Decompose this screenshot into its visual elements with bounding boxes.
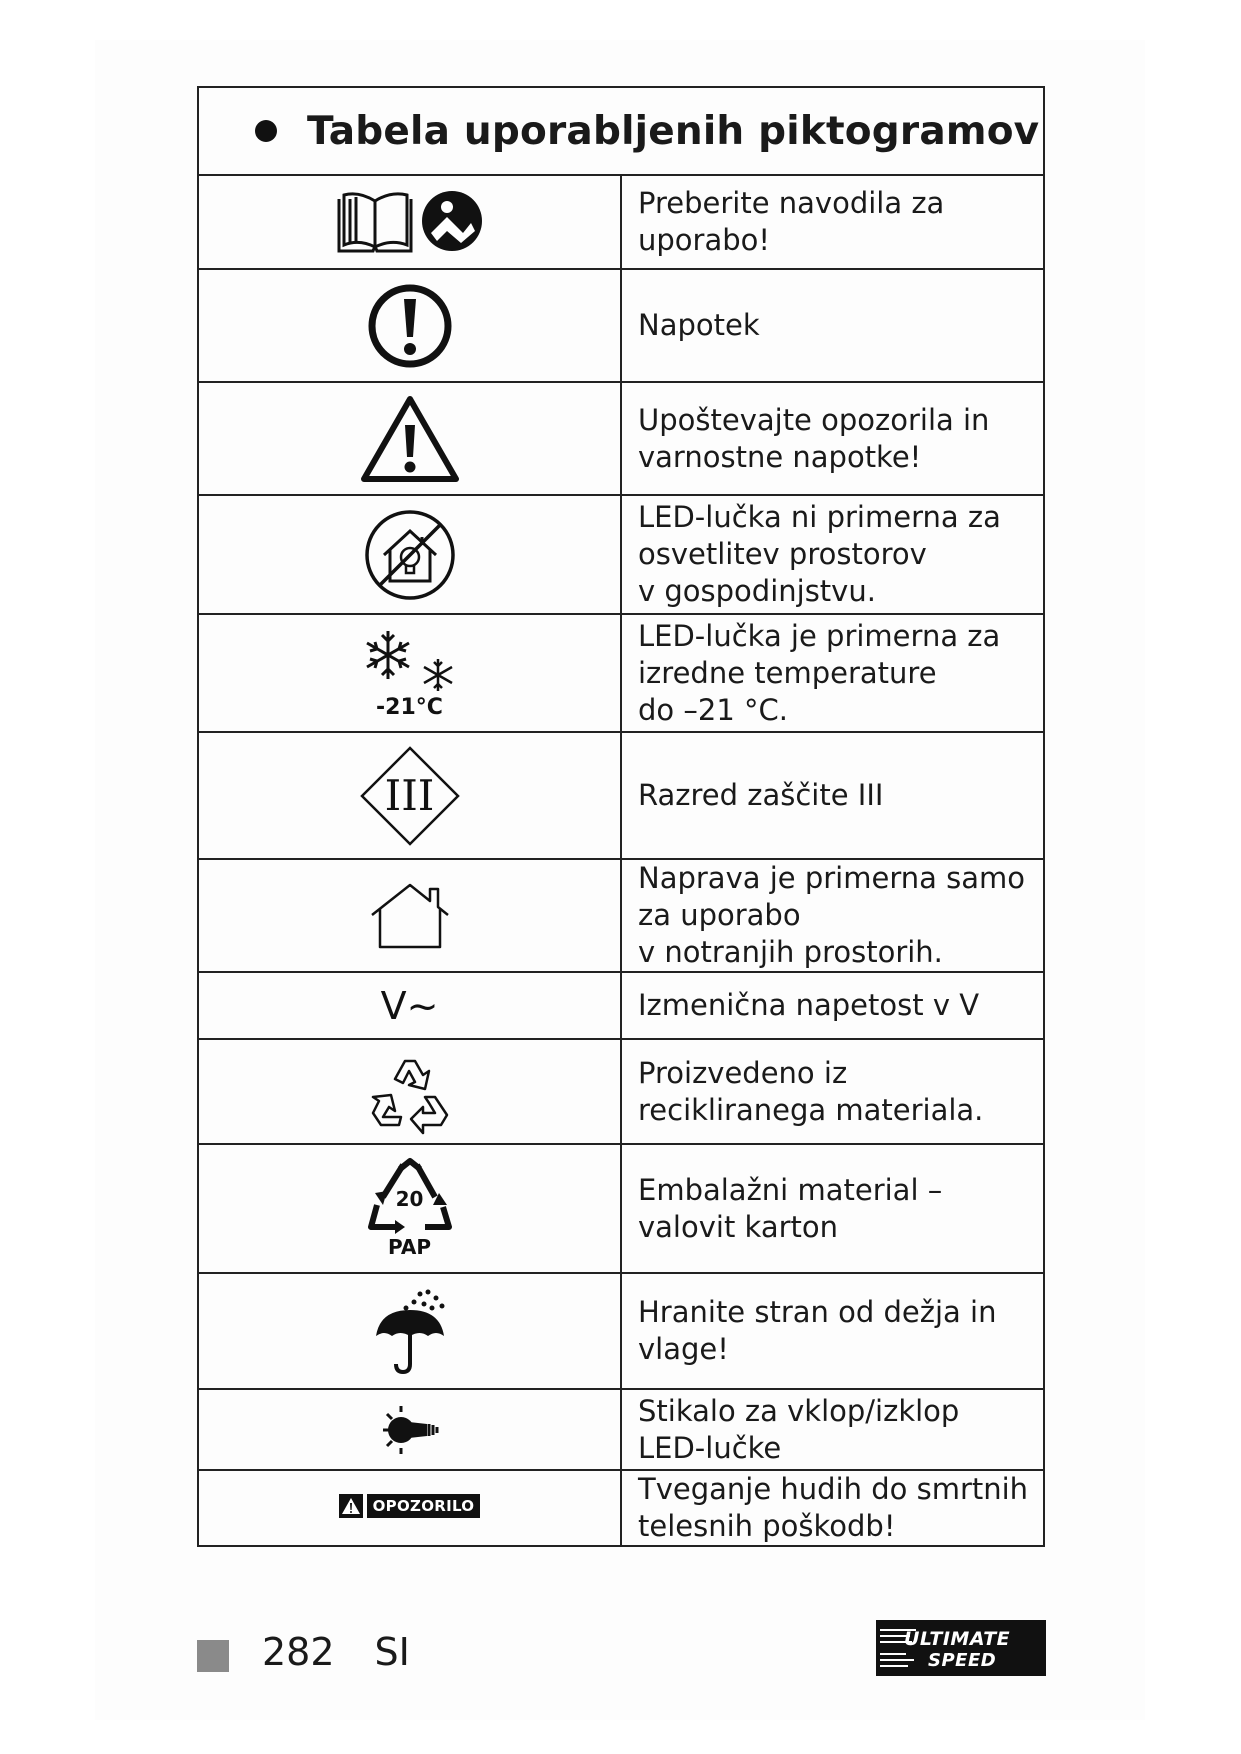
row-text: Preberite navodila za uporabo! [638, 186, 945, 257]
snowflake-icon [360, 625, 460, 695]
table-row [198, 1144, 1044, 1273]
title-text: Tabela uporabljenih piktogramov [307, 108, 1040, 154]
table-row [198, 1389, 1044, 1470]
page-language: SI [374, 1630, 410, 1674]
row-text: Embalažni material – valovit karton [638, 1172, 943, 1244]
warning-triangle-small-icon [339, 1494, 363, 1518]
row-text: Stikalo za vklop/izklop LED-lučke [638, 1393, 960, 1465]
led-bulb-switch-icon [375, 1402, 445, 1458]
row-text: Upoštevajte opozorila in varnostne napotke! [638, 402, 990, 474]
temperature-label: -21°C [376, 695, 443, 720]
no-household-lighting-icon [362, 507, 458, 603]
ac-voltage-icon: V~ [380, 983, 439, 1028]
bullet-icon [255, 120, 277, 142]
row-text: v gospodinjstvu. [638, 574, 876, 608]
read-manual-icon [335, 187, 485, 257]
table-row [198, 972, 1044, 1039]
row-text: Razred zaščite III [638, 778, 884, 812]
footer-marker [197, 1640, 229, 1672]
row-text: do –21 °C. [638, 692, 788, 727]
house-indoor-icon [368, 881, 452, 951]
row-text: Naprava je primerna samo za uporabo [638, 861, 1025, 932]
row-text: Tveganje hudih do smrtnih telesnih poškodb! [638, 1472, 1029, 1543]
class-iii-label: III [384, 770, 435, 820]
protection-class-iii-icon [358, 744, 462, 848]
umbrella-rain-icon [370, 1288, 450, 1374]
warning-label-text: OPOZORILO [367, 1494, 481, 1518]
material-code-label: PAP [388, 1234, 431, 1259]
page-title [199, 88, 1043, 174]
snowflake-temperature-icon [360, 625, 460, 721]
row-text: Napotek [638, 308, 760, 342]
row-text: LED-lučka je primerna za izredne temperature [638, 618, 1001, 690]
table-row [198, 269, 1044, 382]
brand-logo [876, 1618, 1046, 1682]
table-row [198, 175, 1044, 269]
row-text: v notranjih prostorih. [638, 935, 943, 969]
table-row [198, 859, 1044, 972]
table-row [198, 495, 1044, 614]
row-text: LED-lučka ni primerna za osvetlitev prostorov [638, 500, 1001, 571]
logo-line1: ULTIMATE [904, 1628, 1011, 1650]
page-number: 282 [262, 1630, 335, 1674]
pap-20-recycling-icon [365, 1157, 455, 1261]
row-text: Hranite stran od dežja in vlage! [638, 1295, 997, 1366]
exclamation-circle-icon [365, 281, 455, 371]
logo-line2: SPEED [928, 1650, 997, 1671]
table-row [198, 1470, 1044, 1546]
row-text: Izmenična napetost v V [638, 988, 980, 1022]
warning-label-icon [339, 1494, 481, 1518]
table-row [198, 614, 1044, 732]
pictogram-table [197, 86, 1045, 1547]
recycling-code-label: 20 [395, 1186, 424, 1211]
table-row [198, 382, 1044, 495]
table-row [198, 1039, 1044, 1144]
warning-triangle-icon [358, 393, 462, 485]
table-row [198, 732, 1044, 859]
page-footer [262, 1630, 410, 1674]
table-row [198, 1273, 1044, 1389]
recycle-icon [365, 1049, 455, 1135]
row-text: Proizvedeno iz recikliranega materiala. [638, 1055, 984, 1127]
table-title-row [198, 87, 1044, 175]
